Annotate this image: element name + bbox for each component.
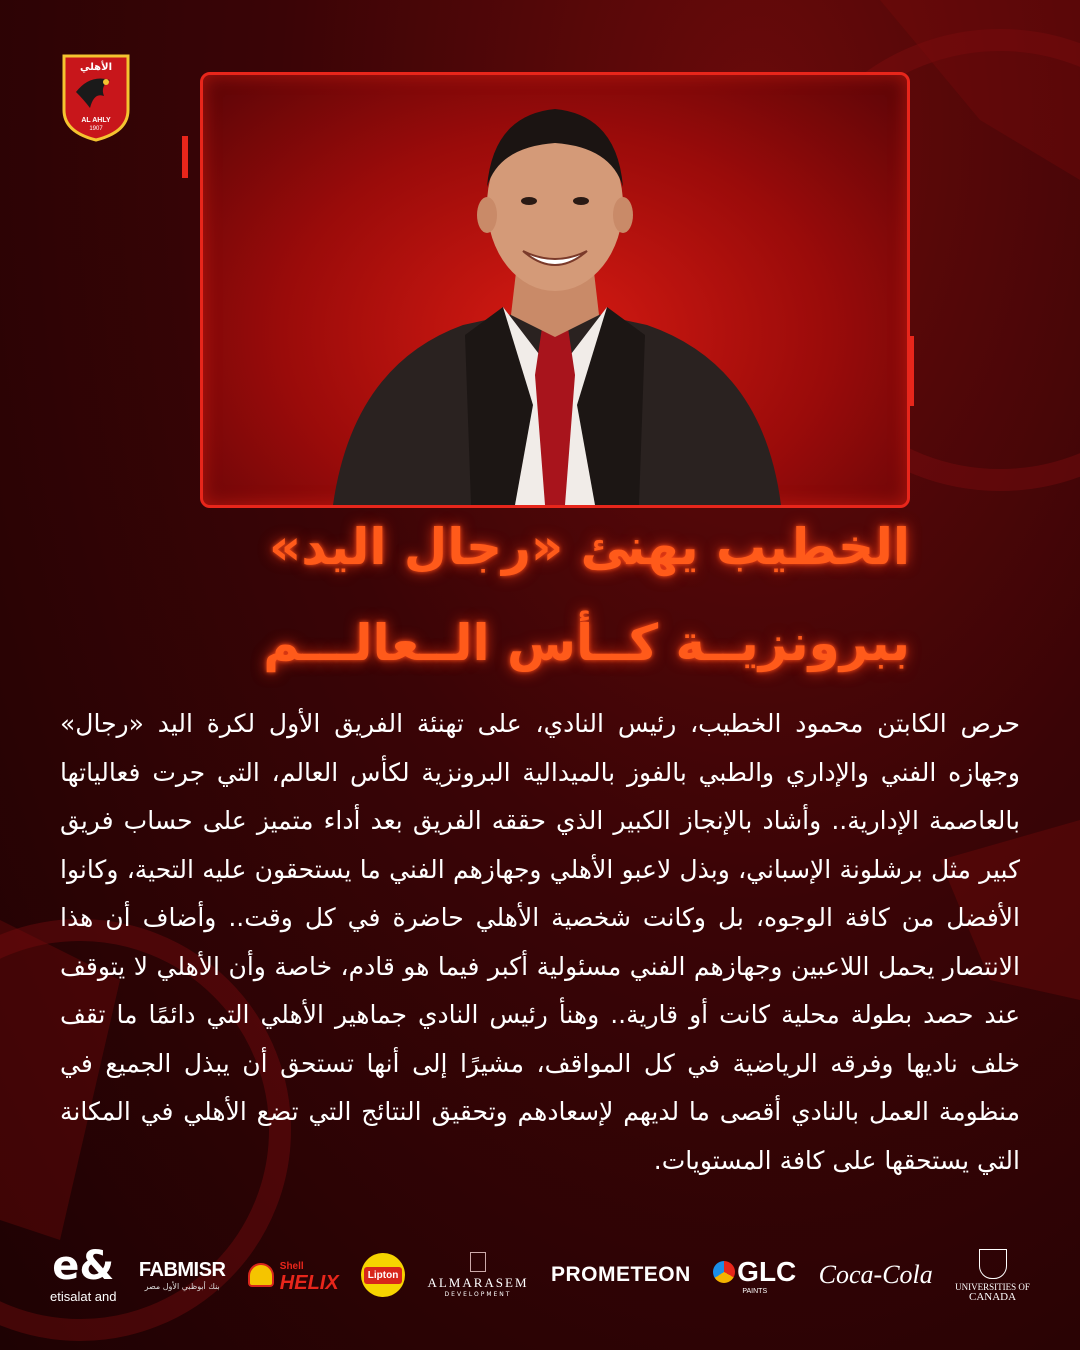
almarasem-name: ALMARASEM — [427, 1275, 529, 1290]
sponsor-universities-of-canada — [955, 1249, 1030, 1302]
headline-line-2: ببرونزيــة كــأس الــعالـــم — [263, 614, 910, 672]
prometeon-logo: PROMETEON — [550, 1263, 691, 1286]
shell-icon — [248, 1263, 274, 1287]
lipton-label: Lipton — [364, 1267, 403, 1284]
almarasem-subtitle: DEVELOPMENT — [444, 1291, 512, 1298]
shell-brand: Shell — [279, 1261, 304, 1272]
article-body: حرص الكابتن محمود الخطيب، رئيس النادي، على تهنئة الفريق الأول لكرة اليد «رجال» وجهازه الفني والإداري والطبي بالفوز بالميدالية البرونزية لكأس العالم، التي جرت فعالياتها بالعاصمة الإدارية.. وأشاد بالإنجاز الكبير الذي حققه الفريق بعد أداء متميز على حساب فريق كبير مثل برشلونة الإسباني، وبذل لاعبو الأهلي وجهازهم الفني ما يستحقون عليه التحية، وكانوا الأفضل من كافة الوجوه، بل وكانت شخصية الأهلي حاضرة في كل وقت.. وأضاف أن هذا الانتصار يحمل اللاعبين وجهازهم الفني مسئولية أكبر فيما هو قادم، خاصة وأن الأهلي لا يتوقف عند حصد بطولة محلية كانت أو قارية.. وهنأ رئيس النادي جماهير الأهلي التي دائمًا ما تقف خلف ناديها وفرقه الرياضية في كل المواقف، مشيرًا إلى أنها تستحق أن يبذل الجميع في منظومة العمل بالنادي أقصى ما لديهم لإسعادهم وتحقيق النتائج التي تضع الأهلي في المكانة التي يستحقها على كافة المستويات. — [60, 709, 1020, 1175]
al-ahly-logo — [60, 52, 132, 142]
lipton-logo — [361, 1253, 405, 1297]
logo-arabic-text: الأهلي — [79, 62, 113, 73]
sponsor-shell-helix — [248, 1259, 339, 1294]
sponsor-glc — [713, 1256, 796, 1295]
sponsor-lipton — [361, 1253, 405, 1297]
sponsor-prometeon — [551, 1263, 691, 1287]
shell-helix-label: HELIX — [279, 1272, 339, 1294]
frame-accent-right — [908, 336, 914, 406]
sponsor-fabmisr — [139, 1259, 226, 1291]
glc-logo — [713, 1256, 796, 1288]
sponsors-bar — [50, 1240, 1030, 1310]
logo-english-text: AL AHLY — [81, 117, 111, 124]
etisalat-name: etisalat and — [50, 1288, 117, 1304]
sponsor-cocacola — [819, 1260, 933, 1290]
headline-line-1: الخطيب يهنئ «رجال اليد» — [268, 518, 910, 576]
glc-name: GLC — [737, 1255, 797, 1287]
frame-accent-left-top — [182, 136, 188, 178]
glc-icon — [713, 1261, 735, 1283]
etisalat-logo-mark: e& — [52, 1242, 115, 1289]
canada-line-2: CANADA — [969, 1290, 1017, 1303]
canada-crest-icon — [979, 1249, 1007, 1279]
sponsor-etisalat — [50, 1242, 117, 1304]
fabmisr-logo: FABMISR — [138, 1259, 226, 1281]
portrait-frame — [200, 72, 910, 508]
glc-subtitle: PAINTS — [742, 1287, 768, 1295]
sponsor-almarasem — [427, 1252, 528, 1298]
fabmisr-subtitle: بنك أبوظبي الأول مصر — [144, 1282, 220, 1291]
portrait-illustration — [203, 75, 907, 505]
cocacola-logo: Coca-Cola — [818, 1260, 933, 1289]
logo-year-text: 1907 — [89, 126, 103, 132]
almarasem-icon — [470, 1252, 486, 1272]
canada-line-1: UNIVERSITIES OF — [955, 1281, 1030, 1292]
